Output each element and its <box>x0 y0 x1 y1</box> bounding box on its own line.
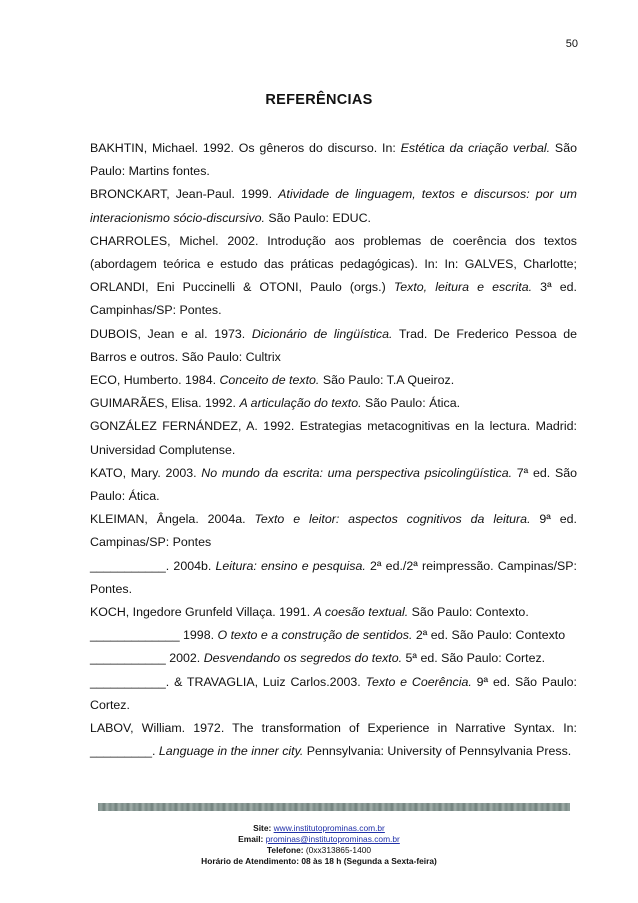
reference-title-italic: A articulação do texto. <box>239 396 362 411</box>
reference-entry <box>90 508 577 554</box>
reference-text: 7ª ed. São Paulo: Ática. <box>90 465 577 504</box>
reference-text: 9ª ed. Campinas/SP: Pontes <box>90 512 578 550</box>
footer-phone-label: Telefone: <box>266 845 304 855</box>
footer-email-label: Email: <box>238 834 264 844</box>
reference-title-italic: Estética da criação verbal. <box>400 141 551 155</box>
reference-entry <box>90 624 577 647</box>
reference-text: ___________. 2004b. <box>90 558 216 573</box>
reference-text: Trad. De Frederico Pessoa de Barros e outros. São Paulo: Cultrix <box>90 326 577 364</box>
reference-entry <box>90 671 577 717</box>
reference-text: Pennsylvania: University of Pennsylvania Press. <box>303 744 572 759</box>
footer-email-link[interactable]: prominas@institutoprominas.com.br <box>265 834 400 844</box>
reference-text: GUIMARÃES, Elisa. 1992. <box>90 396 240 411</box>
reference-title-italic: Leitura: ensino e pesquisa. <box>215 558 366 573</box>
reference-entry <box>90 323 577 369</box>
reference-text: ECO, Humberto. 1984. <box>90 373 220 388</box>
reference-text: KOCH, Ingedore Grunfeld Villaça. 1991. <box>90 605 314 620</box>
reference-entry <box>90 462 577 508</box>
reference-text: 5ª ed. São Paulo: Cortez. <box>402 651 546 666</box>
reference-entry <box>90 392 577 415</box>
reference-text: 3ª ed. Campinhas/SP: Pontes. <box>90 280 578 318</box>
reference-text: 2ª ed./2ª reimpressão. Campinas/SP: Pontes. <box>90 558 578 596</box>
reference-entry <box>90 555 577 601</box>
reference-entry <box>90 601 577 624</box>
reference-text: 2ª ed. São Paulo: Contexto <box>412 628 566 643</box>
page-number: 50 <box>565 38 578 50</box>
reference-title-italic: Atividade de linguagem, textos e discursos: por um interacionismo sócio-discursivo. <box>90 187 577 225</box>
reference-text: BRONCKART, Jean-Paul. 1999. <box>90 187 279 202</box>
reference-text: São Paulo: EDUC. <box>264 210 371 225</box>
reference-text: ___________. & TRAVAGLIA, Luiz Carlos.2003. <box>90 674 366 689</box>
footer <box>0 823 638 867</box>
reference-title-italic: Texto, leitura e escrita. <box>393 280 533 295</box>
reference-entry <box>90 415 577 461</box>
footer-hours-line: Horário de Atendimento: 08 às 18 h (Segunda a Sexta-feira) <box>201 856 437 866</box>
reference-text: BAKHTIN, Michael. 1992. Os gêneros do discurso. In: <box>90 141 401 155</box>
reference-entry <box>90 230 577 323</box>
reference-entry <box>90 647 577 670</box>
reference-title-italic: Dicionário de lingüística. <box>251 326 393 341</box>
reference-text: São Paulo: Ática. <box>361 396 461 411</box>
reference-title-italic: Texto e Coerência. <box>365 674 472 689</box>
reference-text: São Paulo: Martins fontes. <box>90 141 577 179</box>
footer-site-line <box>0 823 638 834</box>
reference-text: 9ª ed. São Paulo: Cortez. <box>90 674 577 712</box>
reference-title-italic: Conceito de texto. <box>219 373 320 388</box>
reference-text: CHARROLES, Michel. 2002. Introdução aos problemas de coerência dos textos (abordagem teórica e estudo das práticas pedagógicas). In: In: GALVES, Charlotte; ORLANDI, Eni Puccinelli & OTONI, Paulo (orgs.) <box>90 233 577 295</box>
reference-text: KLEIMAN, Ângela. 2004a. <box>90 512 255 527</box>
reference-title-italic: No mundo da escrita: uma perspectiva psicolingüística. <box>201 465 513 480</box>
reference-title-italic: Desvendando os segredos do texto. <box>203 651 403 666</box>
page-title: REFERÊNCIAS <box>265 92 373 108</box>
reference-title-italic: O texto e a construção de sentidos. <box>217 628 413 643</box>
reference-text: GONZÁLEZ FERNÁNDEZ, A. 1992. Estrategias metacognitivas en la lectura. Madrid: Universidad Complutense. <box>90 419 577 457</box>
footer-site-label: Site: <box>253 823 272 833</box>
footer-phone-value: (0xx313865-1400 <box>305 845 372 855</box>
reference-entry <box>90 183 577 229</box>
reference-text: LABOV, William. 1972. The transformation of Experience in Narrative Syntax. In: _________. <box>90 721 577 759</box>
footer-site-link[interactable]: www.institutoprominas.com.br <box>273 823 385 833</box>
reference-title-italic: Language in the inner city. <box>158 744 304 759</box>
references-list <box>90 137 577 763</box>
reference-entry <box>90 369 577 392</box>
reference-title-italic: Texto e leitor: aspectos cognitivos da leitura. <box>254 512 531 527</box>
reference-text: KATO, Mary. 2003. <box>90 465 202 480</box>
reference-entry <box>90 137 577 183</box>
reference-text: ___________ 2002. <box>90 651 204 666</box>
reference-title-italic: A coesão textual. <box>313 605 409 620</box>
reference-text: DUBOIS, Jean e al. 1973. <box>90 326 252 341</box>
footer-email-line <box>0 834 638 845</box>
reference-text: São Paulo: Contexto. <box>408 605 529 620</box>
footer-decorative-bar <box>98 803 570 811</box>
footer-phone-line <box>0 845 638 856</box>
reference-entry <box>90 717 577 763</box>
reference-text: São Paulo: T.A Queiroz. <box>319 373 455 388</box>
reference-text: _____________ 1998. <box>90 628 218 643</box>
